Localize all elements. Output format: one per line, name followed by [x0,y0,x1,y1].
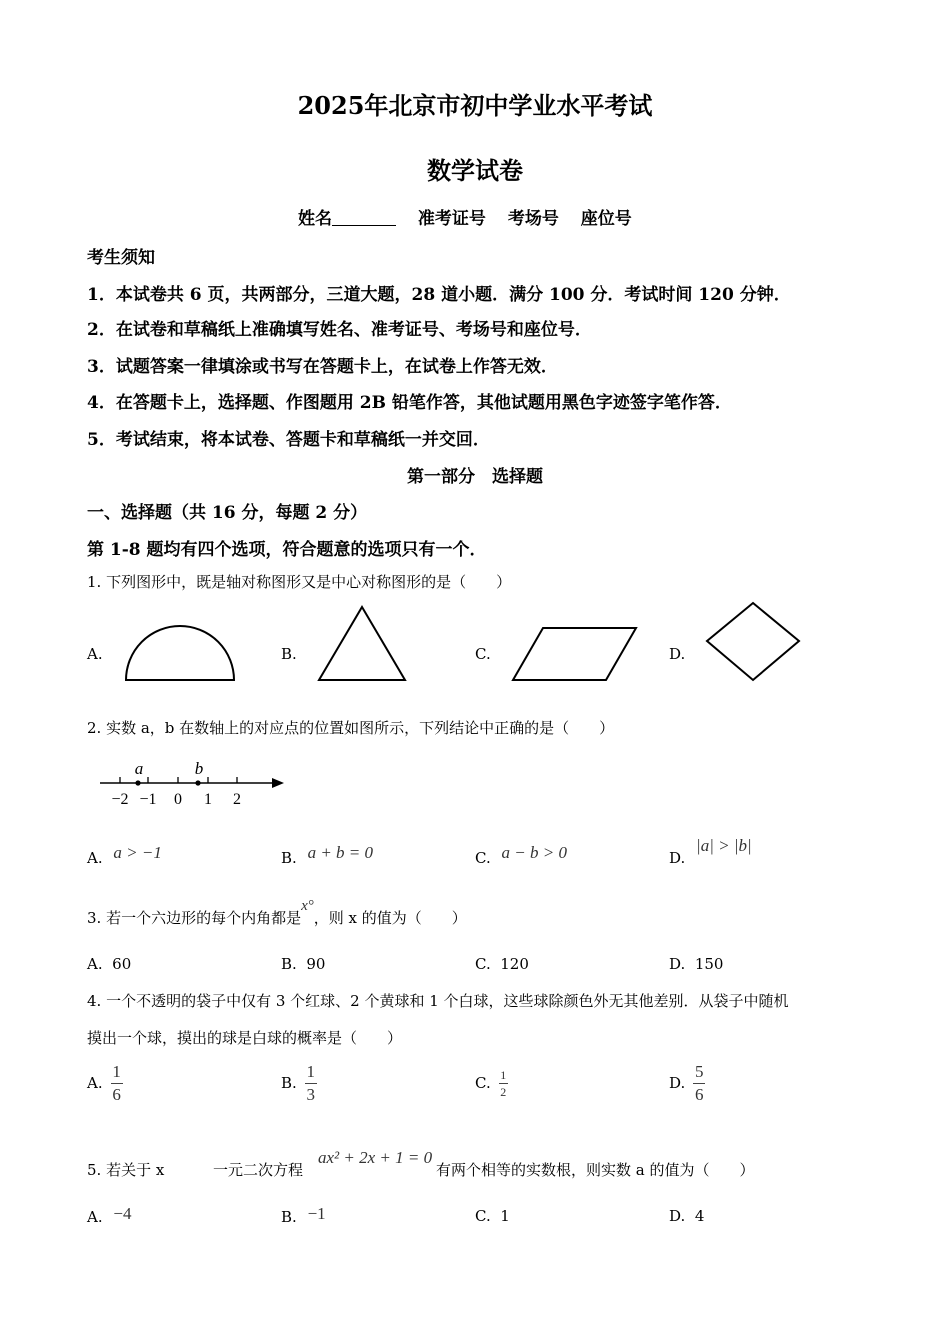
q2-option-d[interactable] [669,836,752,868]
option-label: B. [281,1208,297,1226]
option-label: B. [281,1074,297,1092]
q5-option-b[interactable] [281,1204,326,1227]
notice-item: 2．在试卷和草稿纸上准确填写姓名、准考证号、考场号和座位号． [87,320,592,340]
option-label: D. [669,955,686,973]
q5-option-d[interactable] [669,1207,704,1225]
section-title: 一、选择题（共 16 分，每题 2 分） [87,503,368,523]
notice-item: 5．考试结束，将本试卷、答题卡和草稿纸一并交回． [87,430,490,450]
part-title: 第一部分 选择题 [407,467,543,487]
option-math: −4 [113,1204,132,1223]
q4-option-a[interactable] [87,1060,123,1106]
q2-option-b[interactable] [281,843,374,868]
option-value: 120 [500,955,529,973]
room-label: 考场号 [507,209,559,229]
notice-item: 3．试题答案一律填涂或书写在答题卡上，在试卷上作答无效． [87,357,558,377]
q3-option-c[interactable] [475,955,529,973]
notice-heading: 考生须知 [87,248,155,268]
option-label: A. [87,1074,103,1092]
q1-option-c-label[interactable]: C. [475,645,491,663]
option-label: C. [475,849,491,867]
number-line-arrow [272,778,284,788]
q5-stem-pre: 5. 若关于 x [87,1161,165,1179]
q1-option-b-label[interactable]: B. [281,645,297,663]
seat-label: 座位号 [580,209,632,229]
q3-stem-pre: 3. 若一个六边形的每个内角都是 [87,909,302,927]
option-value: 90 [306,955,326,973]
q5-stem-post: 有两个相等的实数根，则实数 a 的值为（ ） [436,1161,755,1179]
question-2-stem: 2. 实数 a，b 在数轴上的对应点的位置如图所示，下列结论中正确的是（ ） [87,719,615,737]
q3-stem-math: x° [301,898,314,914]
page-title: 2025年北京市初中学业水平考试 [297,91,653,120]
q2-option-c[interactable] [475,843,567,868]
option-math: a − b > 0 [501,843,567,862]
fraction: $\frac{1}{6}$ [112,1061,121,1104]
q2-option-a[interactable] [87,843,162,868]
question-1-stem: 1. 下列图形中，既是轴对称图形又是中心对称图形的是（ ） [87,573,512,591]
option-label: A. [87,955,103,973]
option-label: D. [669,1207,686,1225]
point-b-dot [195,780,200,785]
option-label: C. [475,955,491,973]
tick-label: 0 [174,791,182,808]
option-label: C. [475,1207,491,1225]
q3-option-d[interactable] [669,955,723,973]
name-label: 姓名 [298,209,332,229]
option-label: B. [281,849,297,867]
option-label: D. [669,849,686,867]
question-4-stem-line1: 4. 一个不透明的袋子中仅有 3 个红球、2 个黄球和 1 个白球，这些球除颜色外无其他差别．从袋子中随机 [87,992,789,1010]
point-a-dot [135,780,140,785]
option-value: 150 [694,955,724,973]
q4-option-b[interactable] [281,1060,317,1106]
option-label: A. [87,849,103,867]
q4-option-d[interactable] [669,1060,705,1106]
fraction: $\frac{1}{2}$ [500,1067,507,1099]
q1-option-a-label[interactable]: A. [87,645,103,663]
option-value: 60 [112,955,132,973]
q5-option-c[interactable] [475,1207,510,1225]
option-math: |a| > |b| [696,836,752,855]
q3-option-a[interactable] [87,955,131,973]
option-label: B. [281,955,297,973]
q5-option-a[interactable] [87,1204,132,1227]
option-value: 4 [694,1207,705,1225]
option-label: D. [669,1074,686,1092]
fraction: $\frac{5}{6}$ [695,1061,704,1104]
q3-stem-post: ，则 x 的值为（ ） [313,909,467,927]
point-a-label: a [134,759,144,778]
option-math: a > −1 [113,843,162,862]
tick-label: −2 [111,791,129,808]
q5-stem-math: ax² + 2x + 1 = 0 [318,1148,433,1167]
q5-stem-mid: 一元二次方程 [213,1161,304,1179]
question-3-stem [87,898,467,928]
option-label: C. [475,1074,491,1092]
page-subtitle: 数学试卷 [427,156,523,185]
ticket-label: 准考证号 [417,209,486,229]
option-label: A. [87,1208,103,1226]
question-4-stem-line2: 摸出一个球，摸出的球是白球的概率是（ ） [87,1029,403,1047]
notice-item: 4．在答题卡上，选择题、作图题用 2B 铅笔作答，其他试题用黑色字迹签字笔作答． [87,393,732,413]
option-math: −1 [307,1204,326,1223]
notice-item: 1．本试卷共 6 页，共两部分，三道大题，28 道小题．满分 100 分．考试时间 120 分钟． [87,285,791,305]
tick-label: 2 [233,791,241,808]
tick-label: −1 [139,791,157,808]
option-math: a + b = 0 [307,843,374,862]
option-value: 1 [500,1207,510,1225]
tick-label: 1 [204,791,212,808]
q3-option-b[interactable] [281,955,325,973]
q4-option-c[interactable] [475,1060,508,1106]
fraction: $\frac{1}{3}$ [306,1061,316,1104]
section-instruction: 第 1-8 题均有四个选项，符合题意的选项只有一个． [87,540,487,560]
point-b-label: b [194,759,204,778]
q1-option-d-label[interactable]: D. [669,645,686,663]
